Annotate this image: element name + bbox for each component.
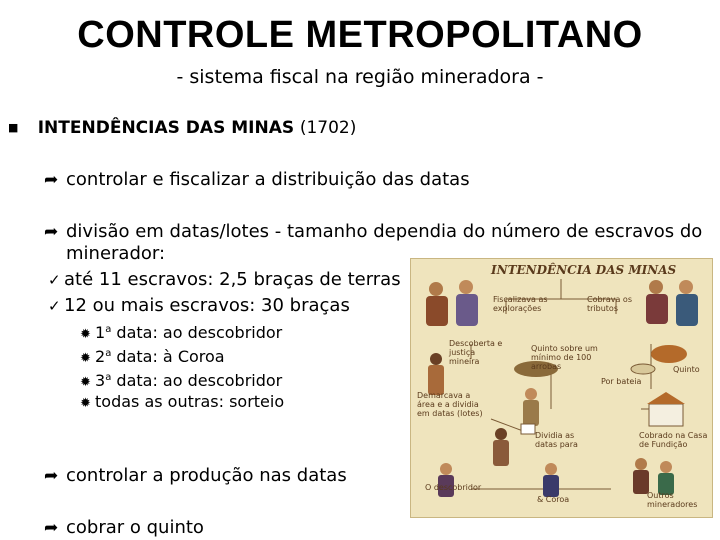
sub-item-3: ✹ 3$^a$ data: ao descobridor [80, 366, 282, 395]
label-coroa: & Coroa [537, 495, 570, 504]
check-item-text: até 11 escravos: 2,5 braças de terras [64, 269, 401, 290]
illustration-drawing [411, 259, 712, 517]
illustration-title: INTENDÊNCIA DAS MINAS [491, 263, 677, 277]
label-cobrado: Cobrado na Casa de Fundição [639, 431, 708, 449]
sub-item-4: ✹ todas as outras: sorteio [80, 390, 284, 416]
curved-arrow-icon: ➦ [44, 518, 59, 538]
page-subtitle: - sistema fiscal na região mineradora - [176, 66, 544, 88]
check-item-2 [48, 294, 350, 318]
sub-item-2: ✹ 2$^a$ data: à Coroa [80, 342, 225, 371]
list-item-text: controlar a produção nas datas [66, 465, 347, 486]
gear-bullet-icon: ✹ [80, 396, 91, 411]
curved-arrow-icon: ➦ [44, 170, 59, 190]
list-item-text: divisão em datas/lotes - tamanho dependia do número de escravos do [66, 221, 703, 242]
gear-bullet-icon: ✹ [80, 327, 91, 342]
label-descoberta: Descoberta e justiça mineira [449, 339, 503, 366]
square-bullet-icon: ■ [8, 121, 19, 134]
label-por-bateia: Por bateia [601, 377, 642, 386]
curved-arrow-icon: ➦ [44, 222, 59, 242]
gear-bullet-icon: ✹ [80, 375, 91, 390]
list-item-divisao [44, 220, 702, 244]
label-quinto: Quinto [673, 365, 700, 374]
label-demarcava: Demarcava a área e a dividia em datas (lotes) [417, 391, 483, 418]
curved-arrow-icon: ➦ [44, 466, 59, 486]
section-year: (1702) [299, 118, 357, 138]
checkmark-icon: ✓ [48, 297, 61, 315]
section-heading: INTENDÊNCIAS DAS MINAS [37, 118, 295, 138]
list-item-text: cobrar o quinto [66, 517, 204, 538]
list-item-divisao-cont: minerador: [66, 243, 166, 264]
check-item-text: 12 ou mais escravos: 30 braças [64, 295, 350, 316]
label-descobridor: O descobridor [425, 483, 482, 492]
page-title: CONTROLE METROPOLITANO [77, 14, 643, 56]
label-dividia: Dividia as datas para [535, 431, 578, 449]
gear-bullet-icon: ✹ [80, 351, 91, 366]
section-heading-row [8, 116, 356, 140]
checkmark-icon: ✓ [48, 271, 61, 289]
sub-item-1: ✹ 1$^a$ data: ao descobridor [80, 318, 282, 347]
label-fiscalizava: Fiscalizava as explorações [493, 295, 548, 313]
label-outros: Outros mineradores [647, 491, 698, 509]
label-quinto-sobre: Quinto sobre um mínimo de 100 arrobas [531, 344, 598, 371]
label-cobrava: Cobrava os tributos [587, 295, 632, 313]
list-item-quinto [44, 516, 204, 540]
list-item-producao [44, 464, 347, 488]
intendencia-illustration [410, 258, 713, 518]
list-item-text: controlar e fiscalizar a distribuição das datas [66, 169, 470, 190]
check-item-1 [48, 268, 401, 292]
list-item-controlar [44, 168, 470, 192]
